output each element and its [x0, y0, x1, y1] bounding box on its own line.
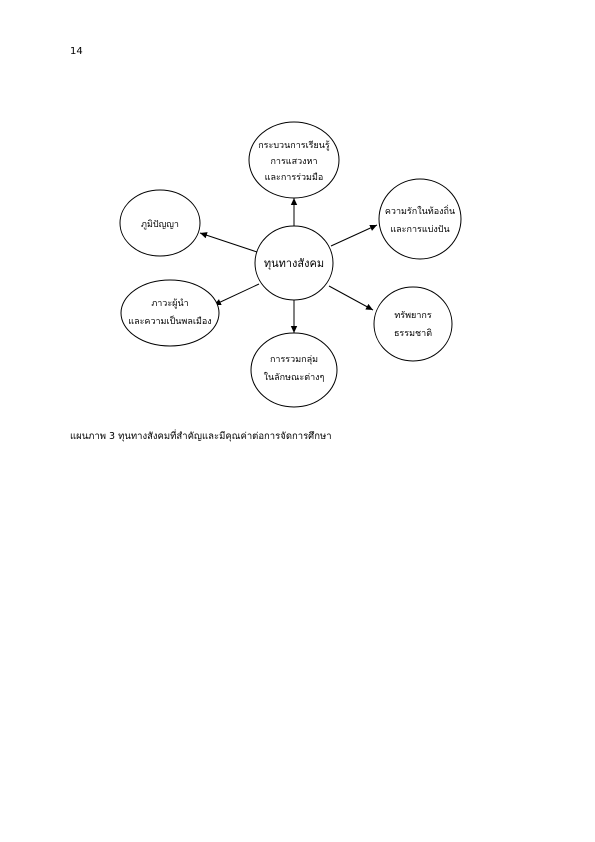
figure-caption: แผนภาพ 3 ทุนทางสังคมที่สำคัญและมีคุณค่าต่อการจัดการศึกษา	[70, 431, 332, 442]
node-resources	[374, 287, 452, 361]
node-generosity	[379, 179, 461, 259]
page-number: 14	[70, 46, 83, 57]
node-learning-line-3: และการร่วมมือ	[264, 173, 324, 183]
arrow-to-wisdom	[200, 233, 257, 252]
center-node-label: ทุนทางสังคม	[263, 257, 325, 270]
node-leadership	[121, 280, 219, 346]
arrow-to-leadership	[214, 284, 259, 305]
arrow-to-resources	[329, 286, 373, 310]
node-wisdom-line-1: ภูมิปัญญา	[141, 220, 179, 230]
node-leadership-line-1: ภาวะผู้นำ	[151, 299, 189, 309]
node-learning-line-2: การแสวงหา	[270, 157, 318, 167]
node-generosity-line-2: และการแบ่งปัน	[390, 225, 450, 235]
node-leadership-line-2: และความเป็นพลเมือง	[128, 317, 212, 327]
node-learning-line-1: กระบวนการเรียนรู้	[258, 141, 330, 151]
node-resources-line-2: ธรรมชาติ	[393, 329, 433, 339]
node-generosity-line-1: ความรักในท้องถิ่น	[384, 207, 456, 217]
node-organizations-line-2: ในลักษณะต่างๆ	[263, 373, 325, 383]
arrow-to-generosity	[331, 225, 377, 246]
node-organizations-line-1: การรวมกลุ่ม	[269, 355, 319, 365]
node-organizations	[251, 333, 337, 407]
node-resources-line-1: ทรัพยากร	[394, 311, 432, 321]
